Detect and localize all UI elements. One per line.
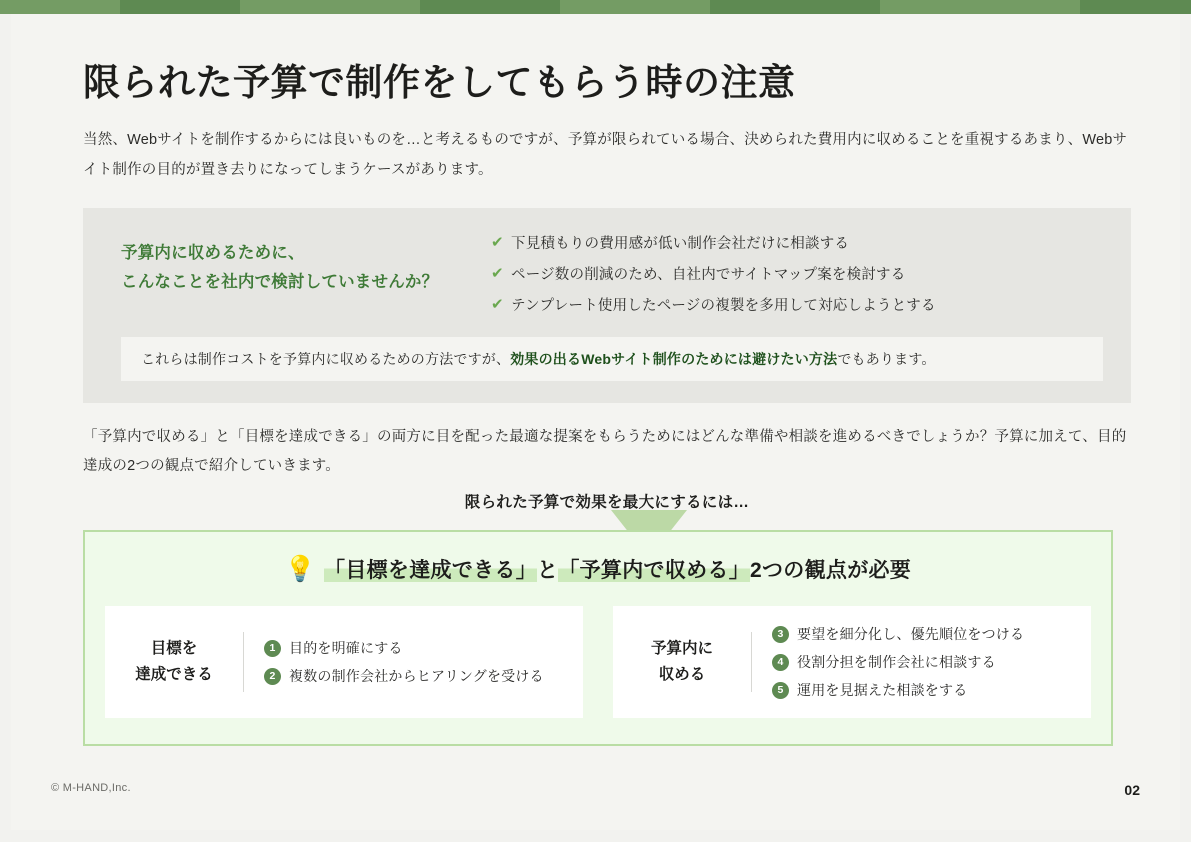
card-label-line1: 予算内に bbox=[650, 639, 713, 657]
check-icon: ✔ bbox=[491, 233, 504, 251]
list-item bbox=[264, 666, 544, 686]
item-number-badge: 3 bbox=[772, 626, 789, 643]
budget-box-heading-line1: 予算内に収めるために、 bbox=[121, 243, 305, 262]
page-title: 限られた予算で制作をしてもらう時の注意 bbox=[83, 62, 796, 103]
check-icon: ✔ bbox=[491, 264, 504, 282]
budget-considerations-box bbox=[83, 208, 1131, 403]
item-label: 役割分担を制作会社に相談する bbox=[797, 654, 996, 671]
panel-heading-part1: 「目標を達成できる」 bbox=[324, 559, 538, 583]
page-number: 02 bbox=[1124, 782, 1140, 798]
list-item bbox=[491, 232, 1103, 253]
slide-sheet bbox=[11, 14, 1180, 830]
slide-content bbox=[83, 60, 1131, 746]
note-strong: 効果の出るWebサイト制作のためには避けたい方法 bbox=[510, 350, 838, 367]
top-accent-bar bbox=[0, 0, 1191, 14]
note-suffix: でもあります。 bbox=[837, 350, 936, 367]
check-icon: ✔ bbox=[491, 295, 504, 313]
second-paragraph: 「予算内で収める」と「目標を達成できる」の両方に目を配った最適な提案をもらうためにはどんな準備や相談を進めるべきでしょうか？予算に加えて、目的達成の2つの観点で紹介していきます。 bbox=[83, 428, 1127, 475]
list-item bbox=[772, 652, 1024, 672]
panel-cards bbox=[105, 606, 1091, 718]
item-label: 要望を細分化し、優先順位をつける bbox=[797, 626, 1025, 643]
budget-box-heading-line2: こんなことを社内で検討していませんか？ bbox=[121, 272, 439, 291]
panel-heading-mid: と bbox=[537, 559, 559, 583]
panel-heading-text bbox=[324, 554, 911, 584]
item-number-badge: 1 bbox=[264, 640, 281, 657]
list-item bbox=[491, 294, 1103, 315]
note-prefix: これらは制作コストを予算内に収めるための方法ですが、 bbox=[141, 350, 511, 367]
item-number-badge: 4 bbox=[772, 654, 789, 671]
list-item bbox=[264, 638, 544, 658]
lead-paragraph: 当然、Webサイトを制作するからには良いものを…と考えるものですが、予算が限られている場合、決められた費用内に収めることを重視するあまり、Webサイト制作の目的が置き去りになってしまうケースがあります。 bbox=[83, 132, 1128, 178]
panel-heading bbox=[105, 554, 1091, 584]
key-points-panel bbox=[83, 530, 1113, 746]
item-number-badge: 2 bbox=[264, 668, 281, 685]
card-label-line2: 収める bbox=[658, 666, 706, 684]
list-item bbox=[772, 680, 1024, 700]
lightbulb-icon: 💡 bbox=[284, 554, 317, 583]
card-label bbox=[613, 632, 752, 693]
panel-heading-tail: 2つの観点が必要 bbox=[750, 559, 912, 583]
footer-copyright: © M-HAND,Inc. bbox=[51, 782, 131, 794]
budget-box-heading bbox=[121, 232, 491, 297]
item-number-badge: 5 bbox=[772, 682, 789, 699]
card-label-line2: 達成できる bbox=[135, 666, 213, 684]
card-label bbox=[105, 632, 244, 693]
check-item-label: 下見積もりの費用感が低い制作会社だけに相談する bbox=[511, 235, 850, 252]
panel-heading-part2: 「予算内で収める」 bbox=[558, 559, 751, 583]
mid-heading: 限られた予算で効果を最大にするには… bbox=[464, 494, 750, 512]
item-label: 運用を見据えた相談をする bbox=[797, 682, 968, 699]
item-label: 複数の制作会社からヒアリングを受ける bbox=[289, 668, 544, 685]
card-budget-control bbox=[613, 606, 1091, 718]
check-item-label: テンプレート使用したページの複製を多用して対応しようとする bbox=[511, 297, 936, 314]
budget-check-list bbox=[491, 232, 1103, 315]
card-item-list bbox=[752, 624, 1024, 700]
card-goal-achievement bbox=[105, 606, 583, 718]
card-item-list bbox=[244, 638, 544, 686]
card-label-line1: 目標を bbox=[150, 639, 198, 657]
list-item bbox=[491, 263, 1103, 284]
item-label: 目的を明確にする bbox=[289, 640, 403, 657]
check-item-label: ページ数の削減のため、自社内でサイトマップ案を検討する bbox=[511, 266, 906, 283]
list-item bbox=[772, 624, 1024, 644]
budget-box-note bbox=[121, 337, 1103, 381]
